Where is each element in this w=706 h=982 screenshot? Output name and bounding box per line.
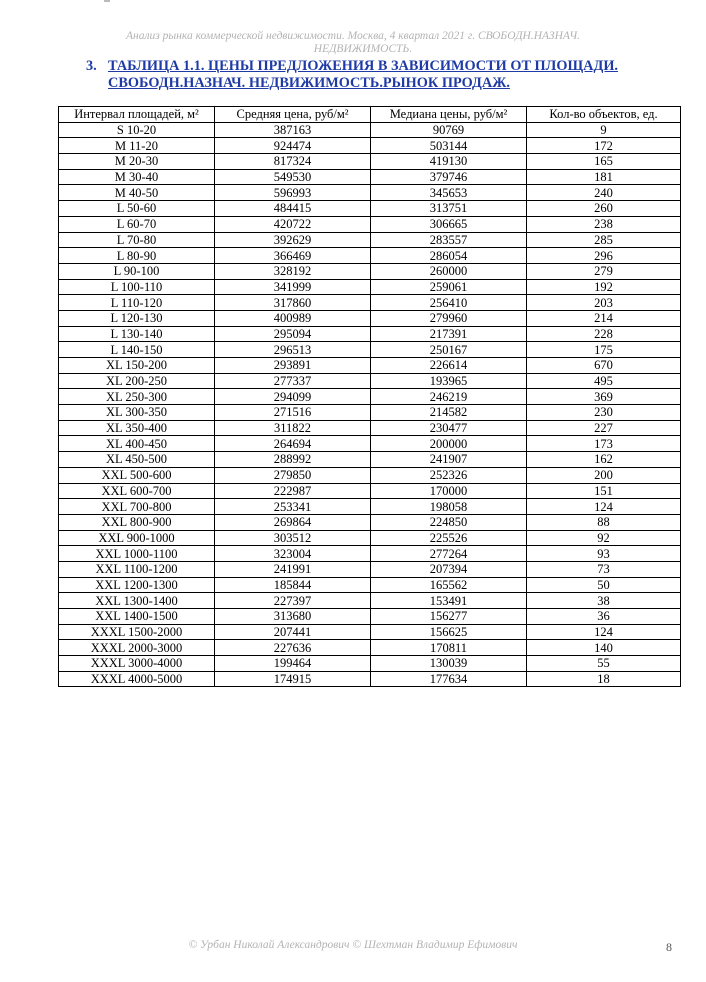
cell-object-count: 73 (527, 561, 681, 577)
cell-object-count: 18 (527, 671, 681, 687)
table-row (59, 263, 681, 279)
table-row (59, 389, 681, 405)
cell-median-price: 246219 (371, 389, 527, 405)
cell-object-count: 495 (527, 373, 681, 389)
header-line-1: Анализ рынка коммерческой недвижимости. Москва, 4 квартал 2021 г. СВОБОДН.НАЗНАЧ. (126, 30, 580, 42)
cell-avg-price: 400989 (215, 310, 371, 326)
cell-object-count: 151 (527, 483, 681, 499)
table-row (59, 656, 681, 672)
page-corner-mark (104, 0, 110, 2)
cell-median-price: 279960 (371, 310, 527, 326)
cell-avg-price: 484415 (215, 201, 371, 217)
table-row (59, 514, 681, 530)
cell-avg-price: 313680 (215, 609, 371, 625)
cell-median-price: 256410 (371, 295, 527, 311)
cell-area-interval: XXL 800-900 (59, 514, 215, 530)
cell-median-price: 226614 (371, 358, 527, 374)
cell-median-price: 193965 (371, 373, 527, 389)
cell-median-price: 379746 (371, 169, 527, 185)
cell-avg-price: 420722 (215, 216, 371, 232)
table-row (59, 546, 681, 562)
cell-object-count: 238 (527, 216, 681, 232)
cell-object-count: 55 (527, 656, 681, 672)
table-row (59, 310, 681, 326)
cell-avg-price: 241991 (215, 561, 371, 577)
header-avg-price: Средняя цена, руб/м² (215, 107, 371, 123)
table-row (59, 593, 681, 609)
cell-object-count: 88 (527, 514, 681, 530)
table-row (59, 342, 681, 358)
cell-avg-price: 341999 (215, 279, 371, 295)
table-header-row (59, 107, 681, 123)
cell-median-price: 153491 (371, 593, 527, 609)
table-row (59, 373, 681, 389)
cell-area-interval: XXXL 1500-2000 (59, 624, 215, 640)
cell-avg-price: 271516 (215, 405, 371, 421)
cell-avg-price: 264694 (215, 436, 371, 452)
cell-avg-price: 253341 (215, 499, 371, 515)
cell-median-price: 177634 (371, 671, 527, 687)
cell-object-count: 228 (527, 326, 681, 342)
cell-area-interval: XXL 1300-1400 (59, 593, 215, 609)
cell-avg-price: 392629 (215, 232, 371, 248)
cell-area-interval: L 130-140 (59, 326, 215, 342)
cell-object-count: 260 (527, 201, 681, 217)
table-row (59, 279, 681, 295)
cell-avg-price: 317860 (215, 295, 371, 311)
cell-median-price: 286054 (371, 248, 527, 264)
table-row (59, 405, 681, 421)
cell-avg-price: 174915 (215, 671, 371, 687)
cell-object-count: 240 (527, 185, 681, 201)
title-line-1: ТАБЛИЦА 1.1. ЦЕНЫ ПРЕДЛОЖЕНИЯ В ЗАВИСИМОСТИ ОТ ПЛОЩАДИ. (108, 58, 619, 74)
cell-median-price: 170811 (371, 640, 527, 656)
page-number: 8 (666, 940, 672, 954)
cell-median-price: 419130 (371, 154, 527, 170)
table-row (59, 169, 681, 185)
section-title (86, 58, 676, 92)
cell-area-interval: XXL 1000-1100 (59, 546, 215, 562)
cell-median-price: 283557 (371, 232, 527, 248)
cell-area-interval: M 11-20 (59, 138, 215, 154)
cell-median-price: 130039 (371, 656, 527, 672)
cell-median-price: 156625 (371, 624, 527, 640)
title-line-2: СВОБОДН.НАЗНАЧ. НЕДВИЖИМОСТЬ.РЫНОК ПРОДАЖ. (108, 75, 510, 91)
cell-avg-price: 924474 (215, 138, 371, 154)
table-row (59, 499, 681, 515)
cell-area-interval: M 40-50 (59, 185, 215, 201)
cell-object-count: 181 (527, 169, 681, 185)
cell-object-count: 670 (527, 358, 681, 374)
price-table (58, 106, 681, 687)
cell-avg-price: 596993 (215, 185, 371, 201)
cell-avg-price: 279850 (215, 467, 371, 483)
cell-area-interval: S 10-20 (59, 122, 215, 138)
cell-median-price: 165562 (371, 577, 527, 593)
cell-object-count: 369 (527, 389, 681, 405)
table-row (59, 671, 681, 687)
cell-median-price: 225526 (371, 530, 527, 546)
cell-object-count: 9 (527, 122, 681, 138)
cell-object-count: 214 (527, 310, 681, 326)
cell-area-interval: XXL 1100-1200 (59, 561, 215, 577)
page-header (0, 30, 706, 56)
table-body (59, 122, 681, 687)
cell-area-interval: XXL 1400-1500 (59, 609, 215, 625)
cell-object-count: 230 (527, 405, 681, 421)
header-median-price: Медиана цены, руб/м² (371, 107, 527, 123)
section-number: 3. (86, 58, 97, 74)
cell-object-count: 92 (527, 530, 681, 546)
table-row (59, 122, 681, 138)
table-row (59, 452, 681, 468)
cell-avg-price: 269864 (215, 514, 371, 530)
cell-median-price: 503144 (371, 138, 527, 154)
cell-area-interval: XXL 600-700 (59, 483, 215, 499)
table-row (59, 248, 681, 264)
cell-area-interval: XL 250-300 (59, 389, 215, 405)
cell-area-interval: XXL 1200-1300 (59, 577, 215, 593)
table-row (59, 467, 681, 483)
cell-median-price: 259061 (371, 279, 527, 295)
cell-median-price: 277264 (371, 546, 527, 562)
cell-avg-price: 277337 (215, 373, 371, 389)
cell-area-interval: L 60-70 (59, 216, 215, 232)
cell-area-interval: XXL 700-800 (59, 499, 215, 515)
cell-avg-price: 295094 (215, 326, 371, 342)
cell-area-interval: L 70-80 (59, 232, 215, 248)
table-row (59, 483, 681, 499)
cell-area-interval: L 90-100 (59, 263, 215, 279)
cell-object-count: 162 (527, 452, 681, 468)
table-row (59, 358, 681, 374)
cell-median-price: 345653 (371, 185, 527, 201)
cell-object-count: 200 (527, 467, 681, 483)
cell-median-price: 260000 (371, 263, 527, 279)
table-row (59, 154, 681, 170)
cell-avg-price: 199464 (215, 656, 371, 672)
cell-median-price: 200000 (371, 436, 527, 452)
cell-median-price: 198058 (371, 499, 527, 515)
cell-avg-price: 294099 (215, 389, 371, 405)
cell-object-count: 50 (527, 577, 681, 593)
cell-area-interval: M 20-30 (59, 154, 215, 170)
cell-area-interval: XXL 900-1000 (59, 530, 215, 546)
cell-object-count: 227 (527, 420, 681, 436)
cell-object-count: 36 (527, 609, 681, 625)
cell-area-interval: XL 150-200 (59, 358, 215, 374)
cell-median-price: 170000 (371, 483, 527, 499)
cell-area-interval: XXXL 2000-3000 (59, 640, 215, 656)
cell-median-price: 306665 (371, 216, 527, 232)
cell-area-interval: XXXL 4000-5000 (59, 671, 215, 687)
cell-avg-price: 296513 (215, 342, 371, 358)
cell-area-interval: L 110-120 (59, 295, 215, 311)
cell-avg-price: 549530 (215, 169, 371, 185)
cell-object-count: 296 (527, 248, 681, 264)
cell-avg-price: 227397 (215, 593, 371, 609)
cell-object-count: 192 (527, 279, 681, 295)
cell-object-count: 175 (527, 342, 681, 358)
cell-median-price: 230477 (371, 420, 527, 436)
cell-avg-price: 185844 (215, 577, 371, 593)
cell-area-interval: XL 350-400 (59, 420, 215, 436)
cell-object-count: 93 (527, 546, 681, 562)
table-row (59, 326, 681, 342)
cell-object-count: 124 (527, 499, 681, 515)
cell-area-interval: XL 450-500 (59, 452, 215, 468)
cell-object-count: 173 (527, 436, 681, 452)
cell-area-interval: M 30-40 (59, 169, 215, 185)
cell-median-price: 207394 (371, 561, 527, 577)
cell-object-count: 124 (527, 624, 681, 640)
cell-median-price: 156277 (371, 609, 527, 625)
cell-object-count: 279 (527, 263, 681, 279)
cell-median-price: 90769 (371, 122, 527, 138)
cell-median-price: 214582 (371, 405, 527, 421)
cell-avg-price: 311822 (215, 420, 371, 436)
cell-object-count: 165 (527, 154, 681, 170)
cell-avg-price: 303512 (215, 530, 371, 546)
table-row (59, 185, 681, 201)
table-row (59, 530, 681, 546)
cell-area-interval: L 50-60 (59, 201, 215, 217)
cell-object-count: 38 (527, 593, 681, 609)
cell-median-price: 252326 (371, 467, 527, 483)
table-row (59, 201, 681, 217)
header-area-interval: Интервал площадей, м² (59, 107, 215, 123)
cell-avg-price: 207441 (215, 624, 371, 640)
cell-area-interval: XXL 500-600 (59, 467, 215, 483)
table-row (59, 216, 681, 232)
cell-avg-price: 222987 (215, 483, 371, 499)
cell-avg-price: 288992 (215, 452, 371, 468)
table-row (59, 420, 681, 436)
header-object-count: Кол-во объектов, ед. (527, 107, 681, 123)
cell-area-interval: L 140-150 (59, 342, 215, 358)
cell-object-count: 285 (527, 232, 681, 248)
cell-object-count: 203 (527, 295, 681, 311)
cell-avg-price: 323004 (215, 546, 371, 562)
cell-median-price: 217391 (371, 326, 527, 342)
table-row (59, 138, 681, 154)
cell-avg-price: 387163 (215, 122, 371, 138)
table-row (59, 624, 681, 640)
cell-median-price: 313751 (371, 201, 527, 217)
page-footer: © Урбан Николай Александрович © Шехтман Владимир Ефимович (188, 939, 518, 951)
table-row (59, 232, 681, 248)
cell-area-interval: L 120-130 (59, 310, 215, 326)
cell-avg-price: 293891 (215, 358, 371, 374)
table-row (59, 609, 681, 625)
cell-area-interval: L 80-90 (59, 248, 215, 264)
cell-area-interval: XXXL 3000-4000 (59, 656, 215, 672)
table-row (59, 436, 681, 452)
cell-median-price: 250167 (371, 342, 527, 358)
table-row (59, 295, 681, 311)
cell-avg-price: 817324 (215, 154, 371, 170)
table-row (59, 577, 681, 593)
cell-median-price: 224850 (371, 514, 527, 530)
cell-area-interval: L 100-110 (59, 279, 215, 295)
cell-area-interval: XL 300-350 (59, 405, 215, 421)
cell-area-interval: XL 400-450 (59, 436, 215, 452)
cell-avg-price: 366469 (215, 248, 371, 264)
cell-median-price: 241907 (371, 452, 527, 468)
cell-avg-price: 328192 (215, 263, 371, 279)
cell-avg-price: 227636 (215, 640, 371, 656)
cell-area-interval: XL 200-250 (59, 373, 215, 389)
table-row (59, 561, 681, 577)
header-line-2: НЕДВИЖИМОСТЬ. (313, 43, 413, 55)
table-row (59, 640, 681, 656)
cell-object-count: 140 (527, 640, 681, 656)
cell-object-count: 172 (527, 138, 681, 154)
